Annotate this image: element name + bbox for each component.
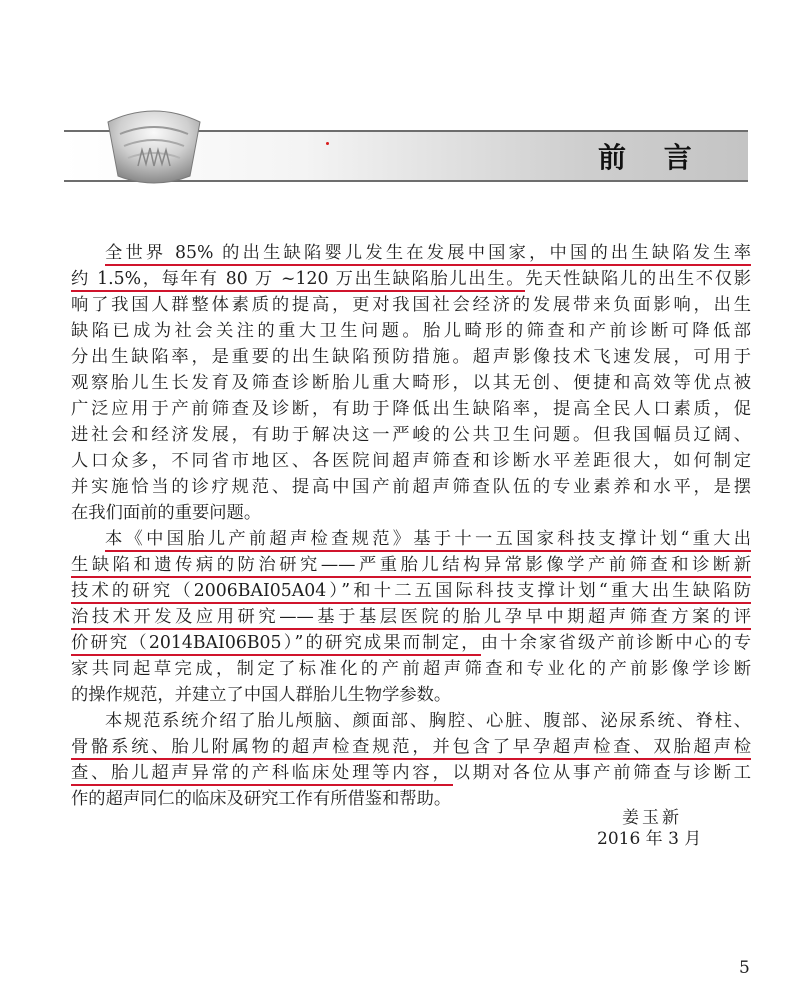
text-span: 由十余家省级产前诊断中心的专 <box>480 633 751 653</box>
text-line <box>71 578 751 604</box>
text-line: 的操作规范，并建立了中国人群胎儿生物学参数。 <box>71 685 452 705</box>
text-line <box>71 760 751 786</box>
text-line: 缺陷已成为社会关注的重大卫生问题。胎儿畸形的筛查和产前诊断可降低部 <box>71 321 751 341</box>
highlighted-text: 本《中国胎儿产前超声检查规范》基于十一五国家科技支撑计划“重大出 <box>105 529 751 552</box>
publication-date: 2016 年 3 月 <box>597 829 702 849</box>
text-line <box>71 604 751 630</box>
text-line: 观察胎儿生长发育及筛查诊断胎儿重大畸形，以其无创、便捷和高效等优点被 <box>71 373 751 393</box>
text-line <box>71 552 751 578</box>
text-span: 先天性缺陷儿的出生不仅影 <box>525 269 751 289</box>
highlighted-text: 查、胎儿超声异常的产科临床处理等内容， <box>71 763 453 786</box>
page-number: 5 <box>739 958 750 978</box>
highlighted-text: 约 1.5%，每年有 80 万 ~120 万出生缺陷胎儿出生。 <box>71 269 525 292</box>
highlighted-text: 技术的研究（2006BAI05A04）”和十二五国际科技支撑计划“重大出生缺陷防 <box>71 581 751 604</box>
text-line: 进社会和经济发展，有助于解决这一严峻的公共卫生问题。但我国幅员辽阔、 <box>71 425 751 445</box>
text-line <box>71 630 751 656</box>
preface-body <box>71 240 751 812</box>
highlighted-text: 价研究（2014BAI06B05）”的研究成果而制定， <box>71 633 481 656</box>
page-title: 前 言 <box>598 141 706 174</box>
text-line: 广泛应用于产前筛查及诊断，有助于降低出生缺陷率，提高全民人口素质，促 <box>71 399 751 419</box>
text-line: 并实施恰当的诊疗规范、提高中国产前超声筛查队伍的专业素养和水平，是摆 <box>71 477 751 497</box>
text-line: 家共同起草完成，制定了标准化的产前超声筛查和专业化的产前影像学诊断 <box>71 659 751 679</box>
text-line: 分出生缺陷率，是重要的出生缺陷预防措施。超声影像技术飞速发展，可用于 <box>71 347 751 367</box>
ultrasound-ornament-icon <box>98 104 210 188</box>
text-line: 作的超声同仁的临床及研究工作有所借鉴和帮助。 <box>71 789 452 809</box>
text-line: 在我们面前的重要问题。 <box>71 503 262 523</box>
text-line: 人口众多，不同省市地区、各医院间超声筛查和诊断水平差距很大，如何制定 <box>71 451 751 471</box>
text-line: 响了我国人群整体素质的提高，更对我国社会经济的发展带来负面影响，出生 <box>71 295 751 315</box>
red-mark <box>326 142 329 145</box>
text-line <box>71 240 751 266</box>
text-span: 以期对各位从事产前筛查与诊断工 <box>452 763 751 783</box>
highlighted-text: 全世界 85% 的出生缺陷婴儿发生在发展中国家，中国的出生缺陷发生率 <box>105 243 751 266</box>
text-line <box>71 734 751 760</box>
highlighted-text: 治技术开发及应用研究——基于基层医院的胎儿孕早中期超声筛查方案的评 <box>71 607 751 630</box>
highlighted-text: 骨骼系统、胎儿附属物的超声检查规范，并包含了早孕超声检查、双胎超声检 <box>71 737 751 760</box>
text-line <box>71 266 751 292</box>
text-line <box>71 526 751 552</box>
author-name: 姜玉新 <box>622 808 682 828</box>
highlighted-text: 生缺陷和遗传病的防治研究——严重胎儿结构异常影像学产前筛查和诊断新 <box>71 555 751 578</box>
text-line: 本规范系统介绍了胎儿颅脑、颜面部、胸腔、心脏、腹部、泌尿系统、脊柱、 <box>105 711 751 731</box>
